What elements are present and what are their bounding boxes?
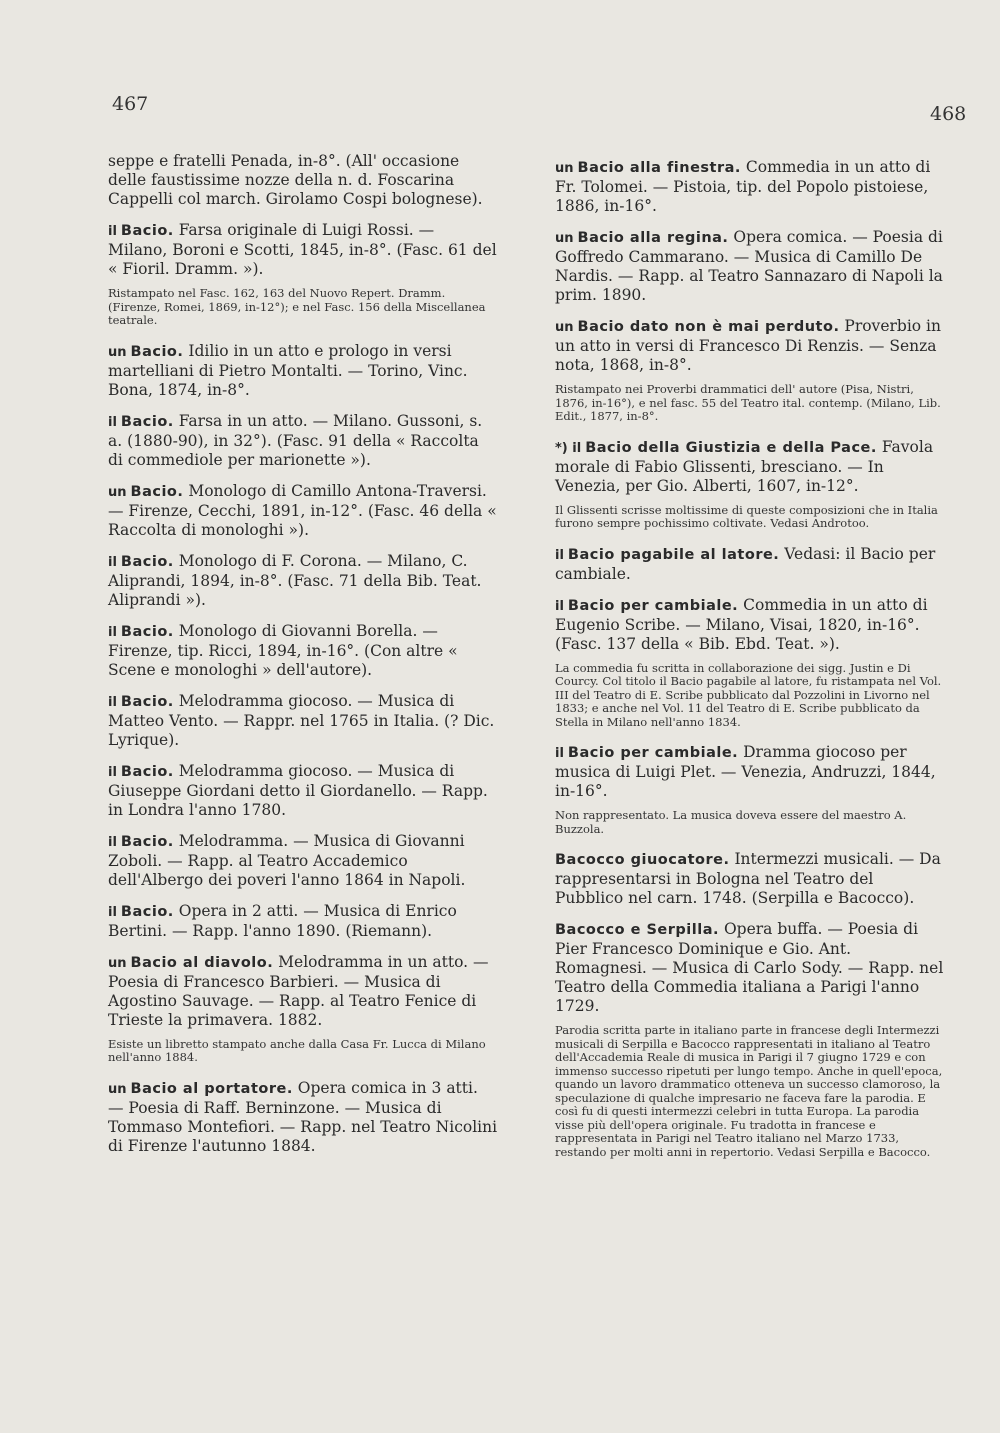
catalog-entry: [108, 622, 498, 680]
entry-title: Bacio.: [120, 623, 174, 640]
catalog-entry: [108, 692, 498, 750]
entry-article: un: [108, 484, 127, 500]
catalog-entry: [108, 412, 498, 470]
entry-text: Farsa originale di Luigi Rossi. — Milano, Boroni e Scotti, 1845, in-8°. (Fasc. 61 del « Fioril. Dramm. »).: [108, 221, 497, 278]
entry-text: Opera comica in 3 atti. — Poesia di Raff. Berninzone. — Musica di Tommaso Montefiori. — Rapp. nel Teatro Nicolini di Firenze l'autunno 1884.: [108, 1078, 498, 1155]
entry-article: il: [555, 547, 564, 563]
entry-article: un: [108, 955, 127, 971]
catalog-entry: [108, 482, 498, 540]
catalog-entry: [555, 317, 945, 375]
entry-note: Parodia scritta parte in italiano parte in francese degli Intermezzi musicali di Serpilla e Bacocco rappresentati in italiano al Teatro dell'Accademia Reale di musica in Parigi il 7 giugno 1729 e con immenso successo ripetuti per lungo tempo. Anche in quell'epoca, quando un lavoro drammatico otteneva un successo clamoroso, la speculazione di qualche impresario ne faceva fare la parodia. E così fu di questi intermezzi celebri in tutta Europa. La parodia visse più dell'opera originale. Fu tradotta in francese e rappresentata in Parigi nel Teatro italiano nel Marzo 1733, restando per molti anni in repertorio. Vedasi Serpilla e Bacocco.: [555, 1023, 943, 1159]
entry-text: Proverbio in un atto in versi di Francesco Di Renzis. — Senza nota, 1868, in-8°.: [555, 317, 941, 374]
catalog-entry: [108, 762, 498, 820]
entry-text: Melodramma in un atto. — Poesia di Francesco Barbieri. — Musica di Agostino Sauvage. — Rapp. al Teatro Fenice di Trieste la primavera. 1882.: [108, 952, 489, 1029]
entry-text: Vedasi: il Bacio per cambiale.: [555, 544, 936, 583]
entry-title: Bacio.: [130, 343, 184, 360]
entry-note: Ristampato nel Fasc. 162, 163 del Nuovo Repert. Dramm. (Firenze, Romei, 1869, in-12°); e nel Fasc. 156 della Miscellanea teatrale.: [108, 286, 486, 327]
entry-text: Idilio in un atto e prologo in versi martelliani di Pietro Montalti. — Torino, Vinc. Bona, 1874, in-8°.: [108, 341, 468, 399]
entry-article: il: [108, 764, 117, 780]
entry-title: Bacocco e Serpilla.: [555, 922, 719, 938]
entry-title: Bacio per cambiale.: [567, 597, 739, 614]
entry-text: Opera in 2 atti. — Musica di Enrico Bertini. — Rapp. l'anno 1890. (Riemann).: [108, 901, 457, 940]
entry-note: La commedia fu scritta in collaborazione dei sigg. Justin e Di Courcy. Col titolo il Bacio pagabile al latore, fu ristampata nel Vol. III del Teatro di E. Scribe pubblicato dal Pozzolini in Livorno nel 1833; e anche nel Vol. 11 del Teatro di E. Scribe pubblicato da Stella in Milano nell'anno 1834.: [555, 660, 942, 729]
entry-text: Melodramma giocoso. — Musica di Giuseppe Giordani detto il Giordanello. — Rapp. in Londra l'anno 1780.: [108, 761, 488, 819]
entry-note: Il Glissenti scrisse moltissime di queste composizioni che in Italia furono sempre pochissimo coltivate. Vedasi Androtoo.: [555, 502, 938, 530]
entry-article: il: [108, 414, 117, 430]
entry-article: un: [555, 231, 574, 246]
entry-note: Esiste un libretto stampato anche dalla Casa Fr. Lucca di Milano nell'anno 1884.: [108, 1036, 486, 1064]
entry-title: Bacio.: [120, 413, 174, 430]
entry-title: Bacio al portatore.: [130, 1080, 293, 1097]
entry-title: Bacocco giuocatore.: [555, 852, 730, 868]
entry-text: seppe e fratelli Penada, in-8°. (All' occasione delle faustissime nozze della n. d. Foscarina Cappelli col march. Girolamo Cospi bolognese).: [108, 152, 483, 208]
page-number-left: 467: [112, 93, 149, 115]
entry-article: il: [555, 746, 564, 761]
entry-title: Bacio.: [120, 693, 174, 710]
entry-text: Monologo di Camillo Antona-Traversi. — Firenze, Cecchi, 1891, in-12°. (Fasc. 46 della « Raccolta di monologhi »).: [108, 481, 497, 539]
entry-article: il: [108, 224, 117, 239]
catalog-entry: [555, 743, 945, 801]
entry-title: Bacio alla regina.: [577, 230, 729, 246]
entry-text: Commedia in un atto di Fr. Tolomei. — Pistoia, tip. del Popolo pistoiese, 1886, in-16°.: [555, 158, 931, 215]
entry-text: Favola morale di Fabio Glissenti, bresciano. — In Venezia, per Gio. Alberti, 1607, in-12°.: [555, 437, 934, 495]
entry-text: Opera buffa. — Poesia di Pier Francesco Dominique e Gio. Ant. Romagnesi. — Musica di Carlo Sody. — Rapp. nel Teatro della Commedia italiana a Parigi l'anno 1729.: [555, 920, 944, 1015]
entry-title: Bacio dato non è mai perduto.: [577, 319, 840, 335]
entry-article: il: [108, 554, 117, 570]
entry-title: Bacio alla finestra.: [577, 160, 741, 176]
catalog-entry: [108, 902, 498, 941]
catalog-entry: [555, 596, 945, 654]
entry-article: il: [555, 598, 564, 614]
right-column: [555, 158, 945, 1173]
entry-title: Bacio.: [130, 483, 184, 500]
catalog-entry: [555, 438, 945, 496]
page-number-right: 468: [930, 103, 967, 125]
entry-title: Bacio pagabile al latore.: [567, 546, 780, 563]
entry-text: Intermezzi musicali. — Da rappresentarsi in Bologna nel Teatro del Pubblico nel carn. 1748. (Serpilla e Bacocco).: [555, 850, 941, 907]
catalog-entry: [108, 342, 498, 400]
entry-title: Bacio.: [120, 553, 174, 570]
catalog-entry: [108, 832, 498, 890]
catalog-entry: [108, 552, 498, 610]
catalog-entry: [108, 1079, 498, 1156]
entry-text: Melodramma. — Musica di Giovanni Zoboli. — Rapp. al Teatro Accademico dell'Albergo dei poveri l'anno 1864 in Napoli.: [108, 831, 466, 889]
catalog-entry: [108, 152, 498, 209]
entry-text: Dramma giocoso per musica di Luigi Plet. — Venezia, Andruzzi, 1844, in-16°.: [555, 743, 936, 800]
entry-article: un: [555, 320, 574, 335]
entry-note: Ristampato nei Proverbi drammatici dell' autore (Pisa, Nistri, 1876, in-16°), e nel fasc. 55 del Teatro ital. contemp. (Milano, Lib. Edit., 1877, in-8°.: [555, 382, 941, 423]
entry-text: Monologo di Giovanni Borella. — Firenze, tip. Ricci, 1894, in-16°. (Con altre « Scene e monologhi » dell'autore).: [108, 621, 458, 679]
entry-title: Bacio.: [120, 223, 174, 239]
entry-text: Farsa in un atto. — Milano. Gussoni, s. a. (1880-90), in 32°). (Fasc. 91 della « Raccolta di commediole per marionette »).: [108, 411, 483, 469]
entry-title: Bacio della Giustizia e della Pace.: [585, 439, 877, 456]
catalog-entry: [108, 953, 498, 1030]
catalog-entry: [555, 228, 945, 305]
entry-title: Bacio al diavolo.: [130, 954, 274, 971]
entry-article: il: [108, 834, 117, 850]
entry-article: il: [108, 624, 117, 640]
entry-article: il: [108, 904, 117, 920]
entry-title: Bacio.: [120, 763, 174, 780]
catalog-entry: [108, 221, 498, 279]
entry-text: Melodramma giocoso. — Musica di Matteo Vento. — Rappr. nel 1765 in Italia. (? Dic. Lyrique).: [108, 691, 495, 749]
entry-title: Bacio per cambiale.: [567, 745, 739, 761]
catalog-entry: [555, 850, 945, 908]
left-column: [108, 152, 498, 1168]
catalog-entry: [555, 545, 945, 584]
catalog-entry: [555, 920, 945, 1016]
entry-note: Non rappresentato. La musica doveva essere del maestro A. Buzzola.: [555, 808, 907, 836]
entry-article: *) il: [555, 440, 582, 456]
entry-title: Bacio.: [120, 903, 174, 920]
entry-article: un: [108, 344, 127, 360]
catalog-entry: [555, 158, 945, 216]
entry-title: Bacio.: [120, 833, 174, 850]
entry-article: un: [555, 161, 574, 176]
entry-article: il: [108, 694, 117, 710]
entry-text: Commedia in un atto di Eugenio Scribe. — Milano, Visai, 1820, in-16°. (Fasc. 137 della « Bib. Ebd. Teat. »).: [555, 595, 928, 653]
entry-text: Opera comica. — Poesia di Goffredo Cammarano. — Musica di Camillo De Nardis. — Rapp. al Teatro Sannazaro di Napoli la prim. 1890.: [555, 228, 943, 304]
entry-article: un: [108, 1081, 127, 1097]
entry-text: Monologo di F. Corona. — Milano, C. Aliprandi, 1894, in-8°. (Fasc. 71 della Bib. Teat. Aliprandi »).: [108, 551, 482, 609]
